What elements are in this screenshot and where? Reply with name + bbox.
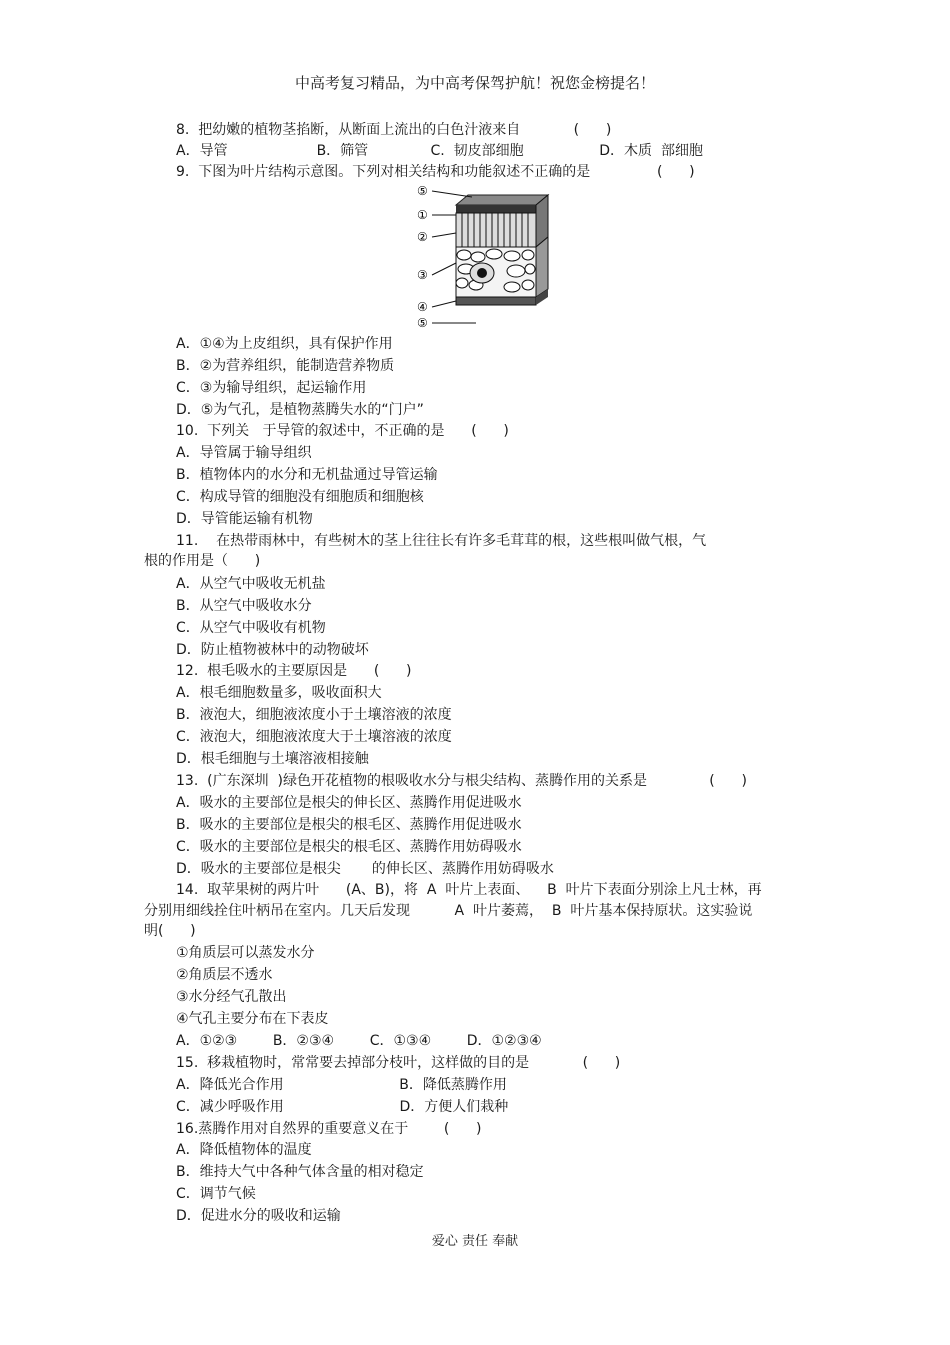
question-11-line-2: 根的作用是（ ) xyxy=(144,553,261,569)
question-12-option-d: D．根毛细胞与土壤溶液相接触 xyxy=(176,751,369,767)
question-9-option-c: C．③为输导组织，起运输作用 xyxy=(176,380,367,396)
question-15: 15. 移栽植物时，常常要去掉部分枝叶，这样做的目的是 ( ) xyxy=(176,1055,621,1071)
question-13-option-c: C．吸水的主要部位是根尖的根毛区、蒸腾作用妨碍吸水 xyxy=(176,839,522,855)
question-16-option-d: D．促进水分的吸收和运输 xyxy=(176,1208,341,1224)
question-13-option-d: D．吸水的主要部位是根尖 的伸长区、蒸腾作用妨碍吸水 xyxy=(176,861,554,877)
question-16-option-a: A．降低植物体的温度 xyxy=(176,1142,312,1158)
question-14-item-1: ①角质层可以蒸发水分 xyxy=(176,945,315,961)
question-11-option-d: D．防止植物被林中的动物破坏 xyxy=(176,642,369,658)
question-9: 9. 下图为叶片结构示意图。下列对相关结构和功能叙述不正确的是 ( ) xyxy=(176,164,695,180)
question-9-option-d: D．⑤为气孔，是植物蒸腾失水的“门户” xyxy=(176,402,424,418)
question-9-option-b: B．②为营养组织，能制造营养物质 xyxy=(176,358,395,374)
question-10: 10. 下列关 于导管的叙述中，不正确的是 ( ) xyxy=(176,423,509,439)
page-footer: 爱心 责任 奉献 xyxy=(431,1234,519,1249)
figure-label-5-top: ⑤ xyxy=(417,184,428,198)
question-13-option-a: A．吸水的主要部位是根尖的伸长区、蒸腾作用促进吸水 xyxy=(176,795,522,811)
question-14-options: A．①②③ B．②③④ C．①③④ D．①②③④ xyxy=(176,1033,542,1049)
question-11-line-1: 11. 在热带雨林中，有些树木的茎上往往长有许多毛茸茸的根，这些根叫做气根，气 xyxy=(176,533,707,549)
question-15-options-ab: A．降低光合作用 B．降低蒸腾作用 xyxy=(176,1077,507,1093)
question-11-option-b: B．从空气中吸收水分 xyxy=(176,598,312,614)
question-12-option-c: C．液泡大，细胞液浓度大于土壤溶液的浓度 xyxy=(176,729,452,745)
question-13: 13. (广东深圳 )绿色开花植物的根吸收水分与根尖结构、蒸腾作用的关系是 ( ) xyxy=(176,773,747,789)
question-10-option-d: D．导管能运输有机物 xyxy=(176,511,313,527)
question-16-option-c: C．调节气候 xyxy=(176,1186,256,1202)
figure-label-4: ④ xyxy=(417,300,428,314)
figure-label-3: ③ xyxy=(417,268,428,282)
question-8-options: A．导管 B．筛管 C. 韧皮部细胞 D．木质 部细胞 xyxy=(176,143,703,159)
question-16: 16.蒸腾作用对自然界的重要意义在于 ( ) xyxy=(176,1121,482,1137)
question-16-option-b: B．维持大气中各种气体含量的相对稳定 xyxy=(176,1164,424,1180)
question-11-option-a: A．从空气中吸收无机盐 xyxy=(176,576,326,592)
question-14-line-1: 14. 取苹果树的两片叶 (A、B)，将 A 叶片上表面、 B 叶片下表面分别涂上凡士林，再 xyxy=(176,882,762,898)
question-10-option-a: A．导管属于输导组织 xyxy=(176,445,312,461)
question-14-line-3: 明( ) xyxy=(144,923,196,939)
leaf-structure-diagram xyxy=(416,183,562,329)
question-10-option-b: B．植物体内的水分和无机盐通过导管运输 xyxy=(176,467,438,483)
question-14-item-4: ④气孔主要分布在下表皮 xyxy=(176,1011,329,1027)
question-11-option-c: C．从空气中吸收有机物 xyxy=(176,620,326,636)
question-13-option-b: B．吸水的主要部位是根尖的根毛区、蒸腾作用促进吸水 xyxy=(176,817,522,833)
question-12-option-b: B．液泡大，细胞液浓度小于土壤溶液的浓度 xyxy=(176,707,452,723)
question-14-line-2: 分别用细线拴住叶柄吊在室内。几天后发现 A 叶片萎蔫， B 叶片基本保持原状。这实验说 xyxy=(144,903,753,919)
question-10-option-c: C．构成导管的细胞没有细胞质和细胞核 xyxy=(176,489,424,505)
question-12: 12. 根毛吸水的主要原因是 ( ) xyxy=(176,663,412,679)
question-14-item-3: ③水分经气孔散出 xyxy=(176,989,287,1005)
figure-label-5-bottom: ⑤ xyxy=(417,316,428,329)
page-header: 中高考复习精品，为中高考保驾护航！祝您金榜提名！ xyxy=(294,74,655,92)
figure-label-2: ② xyxy=(417,230,428,244)
question-9-option-a: A．①④为上皮组织，具有保护作用 xyxy=(176,336,393,352)
question-8: 8. 把幼嫩的植物茎掐断，从断面上流出的白色汁液来自 ( ) xyxy=(176,122,612,138)
question-15-options-cd: C．减少呼吸作用 D．方便人们栽种 xyxy=(176,1099,509,1115)
question-12-option-a: A．根毛细胞数量多，吸收面积大 xyxy=(176,685,382,701)
figure-label-1: ① xyxy=(417,208,428,222)
question-14-item-2: ②角质层不透水 xyxy=(176,967,273,983)
